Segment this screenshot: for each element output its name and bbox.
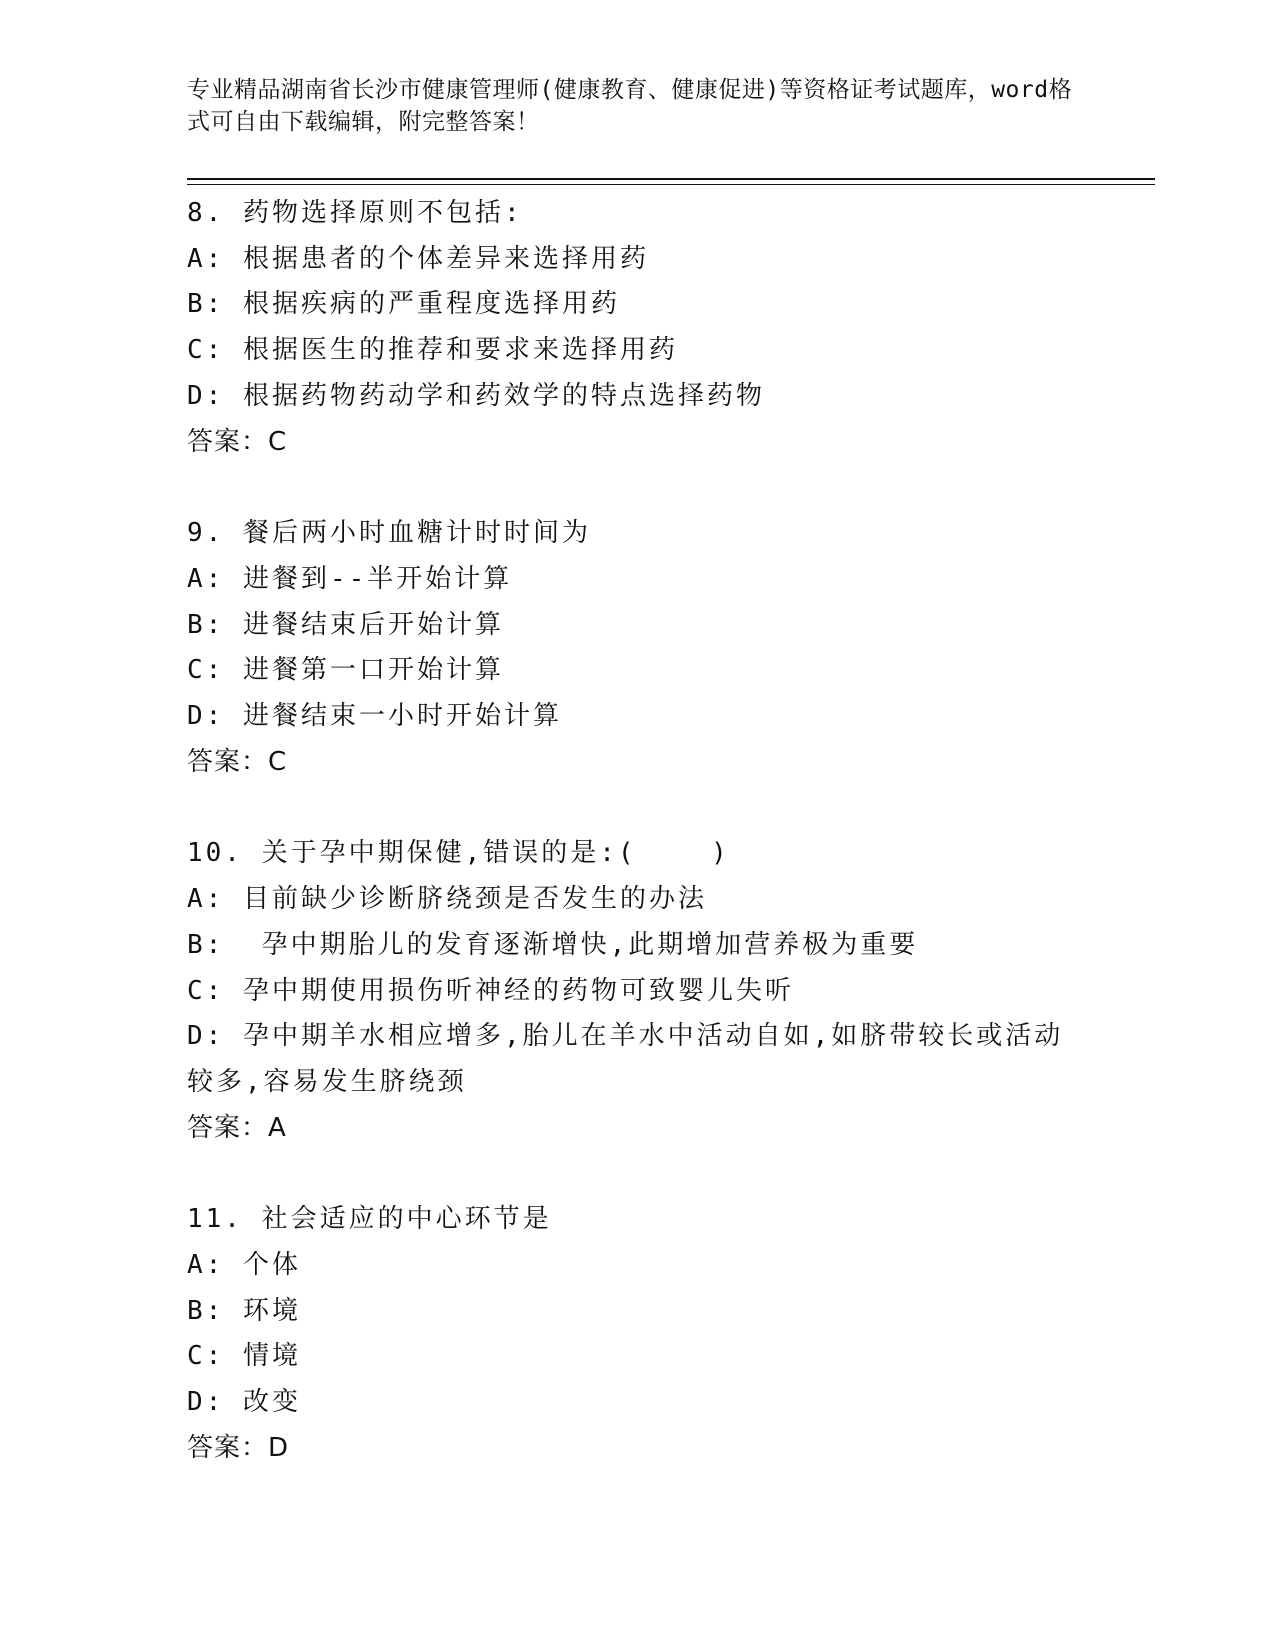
question-8 xyxy=(187,191,1087,465)
answer: 答案：D xyxy=(187,1432,290,1463)
answer: 答案：C xyxy=(187,426,288,457)
question-11 xyxy=(187,1197,1087,1471)
option-c: C: 进餐第一口开始计算 xyxy=(187,655,504,686)
option-d: D: 孕中期羊水相应增多,胎儿在羊水中活动自如,如脐带较长或活动较多,容易发生脐绕颈 xyxy=(187,1021,1064,1097)
option-a: A: 根据患者的个体差异来选择用药 xyxy=(187,243,649,274)
question-stem: 10. 关于孕中期保健,错误的是:( ) xyxy=(187,838,730,869)
question-stem: 9. 餐后两小时血糖计时时间为 xyxy=(187,518,591,549)
option-d: D: 改变 xyxy=(187,1387,301,1418)
option-b: B: 进餐结束后开始计算 xyxy=(187,609,504,640)
option-c: C: 情境 xyxy=(187,1341,301,1372)
option-a: A: 进餐到--半开始计算 xyxy=(187,563,513,594)
option-c: C: 孕中期使用损伤听神经的药物可致婴儿失听 xyxy=(187,975,794,1006)
question-stem: 8. 药物选择原则不包括: xyxy=(187,198,523,228)
option-b: B: 孕中期胎儿的发育逐渐增快,此期增加营养极为重要 xyxy=(187,929,919,960)
option-a: A: 个体 xyxy=(187,1250,301,1281)
question-list xyxy=(187,191,1087,1518)
option-c: C: 根据医生的推荐和要求来选择用药 xyxy=(187,335,678,366)
header-rule-thick xyxy=(187,178,1155,180)
question-9 xyxy=(187,511,1087,785)
question-10 xyxy=(187,831,1087,1151)
option-b: B: 根据疾病的严重程度选择用药 xyxy=(187,289,620,320)
answer: 答案：C xyxy=(187,746,288,777)
option-a: A: 目前缺少诊断脐绕颈是否发生的办法 xyxy=(187,884,707,915)
document-header: 专业精品湖南省长沙市健康管理师(健康教育、健康促进)等资格证考试题库，word格式可自由下载编辑，附完整答案！ xyxy=(187,77,1073,135)
option-b: B: 环境 xyxy=(187,1295,301,1326)
answer: 答案：A xyxy=(187,1112,287,1143)
option-d: D: 根据药物药动学和药效学的特点选择药物 xyxy=(187,380,765,411)
question-stem: 11. 社会适应的中心环节是 xyxy=(187,1204,552,1235)
option-d: D: 进餐结束一小时开始计算 xyxy=(187,701,562,732)
header-rule-thin xyxy=(187,184,1155,185)
